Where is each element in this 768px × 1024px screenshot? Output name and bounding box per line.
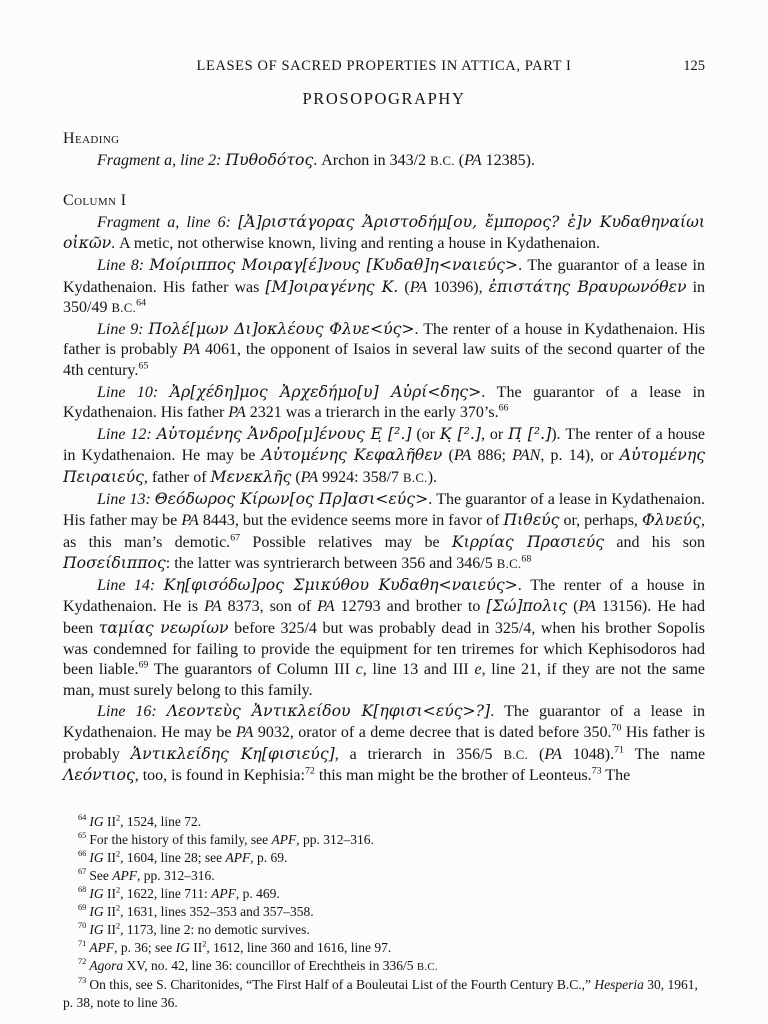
text-run: PA bbox=[182, 341, 201, 359]
text-run: , as this man’s demotic. bbox=[63, 512, 705, 551]
text-run: [Σώ]πολις bbox=[486, 596, 568, 616]
text-run: B.C. bbox=[496, 557, 522, 572]
text-run: . The renter of a house in Kydathenaion. His father is probably bbox=[63, 320, 705, 359]
text-run: in 350/49 bbox=[63, 278, 706, 317]
text-run bbox=[155, 577, 163, 594]
text-run bbox=[157, 703, 167, 720]
text-run: PA bbox=[300, 468, 319, 486]
text-run: [Μ]οιραγένης Κ. bbox=[265, 276, 399, 296]
text-run: B.C. bbox=[111, 301, 137, 316]
paragraph bbox=[63, 424, 705, 489]
text-run: Αὐτομένης Πειραιεύς bbox=[63, 445, 706, 486]
text-run: Ἀντικλείδης Κη[φισιεύς] bbox=[130, 743, 335, 763]
footnote bbox=[63, 957, 705, 976]
text-run: B.C. bbox=[416, 960, 438, 973]
text-run: 65 bbox=[138, 360, 149, 372]
text-run: ( bbox=[454, 151, 465, 169]
text-run: , too, is found in Kephisia: bbox=[134, 767, 305, 785]
text-run: 71 bbox=[614, 744, 624, 756]
text-run: ταμίας νεωρίων bbox=[98, 618, 229, 638]
text-run: 1048). bbox=[561, 745, 615, 763]
text-run: Κ̣ [².] bbox=[439, 423, 482, 443]
page-number: 125 bbox=[683, 58, 705, 74]
text-run: Line 14: bbox=[97, 576, 156, 594]
text-run: , line 21, if they are not the same man, must surely belong to this family. bbox=[63, 661, 706, 699]
text-run: . Archon in 343/2 bbox=[313, 151, 431, 169]
text-run: [Ἀ]ριστάγορας Ἀριστοδήμ[ου, ἔμπορος? ἐ]ν Κυδαθηναίωι οἰκῶν bbox=[63, 211, 706, 253]
text-run: 2 bbox=[115, 903, 121, 913]
text-run: PA bbox=[181, 512, 199, 530]
text-run: PAN bbox=[512, 447, 541, 465]
text-run: II bbox=[103, 921, 116, 937]
text-run: Line 9: bbox=[97, 320, 144, 338]
footnote bbox=[63, 921, 705, 939]
text-run: 67 bbox=[230, 532, 241, 544]
text-run: before 325/4 but was probably dead in 325/4, when his brother Sopolis was condemned for failing to provide the equipment for ten triremes for which Kephisodoros had been liable. bbox=[63, 620, 706, 679]
text-run: Θεόδωρος Κίρων[ος Πρ]ασι<εύς> bbox=[154, 488, 429, 508]
text-run: 10396), bbox=[427, 278, 489, 296]
footnote bbox=[63, 849, 705, 867]
text-run: 64 bbox=[136, 297, 147, 309]
footnote-number: 69 bbox=[78, 903, 87, 913]
text-run: : the latter was syntrierarch between 356 and 346/5 bbox=[165, 555, 497, 573]
text-run: 66 bbox=[498, 402, 509, 414]
text-run: 8373, son of bbox=[221, 598, 318, 616]
text-run: II bbox=[103, 903, 116, 919]
text-run: , pp. 312–316. bbox=[296, 831, 374, 847]
text-run: 73 bbox=[591, 765, 602, 777]
footnote bbox=[63, 885, 705, 903]
text-run: APF bbox=[225, 849, 251, 865]
text-run: 30, 1961, p. 38, note to line 36. bbox=[63, 976, 698, 1010]
paragraph bbox=[63, 212, 705, 255]
text-run: ( bbox=[567, 598, 579, 616]
text-run: . The guarantor of a lease in Kydathenaion. His father bbox=[63, 383, 706, 422]
text-run: APF bbox=[89, 939, 115, 955]
text-run: , 1622, line 711: bbox=[120, 885, 212, 901]
text-run: Line 13: bbox=[97, 490, 151, 508]
text-run: PA bbox=[544, 745, 562, 763]
footnote-number: 65 bbox=[78, 831, 87, 841]
footnote-number: 64 bbox=[78, 813, 87, 823]
text-run: , 1173, line 2: no demotic survives. bbox=[120, 921, 310, 937]
text-run: On this, see S. Charitonides, “The First Half of a Bouleutai List of the Fourth Century B.C.,” bbox=[89, 976, 595, 992]
text-run: His father is probably bbox=[63, 724, 705, 763]
text-run: , line 13 and III bbox=[362, 661, 475, 679]
text-run: ( bbox=[442, 447, 454, 465]
text-run: , p. 36; see bbox=[114, 939, 176, 955]
text-run: Ποσείδιππος bbox=[63, 553, 166, 573]
text-run: ( bbox=[398, 278, 410, 296]
text-run: 13156). He had been bbox=[63, 598, 706, 638]
text-run: , a trierarch in 356/5 bbox=[334, 745, 504, 763]
footnote-number: 71 bbox=[78, 939, 87, 949]
text-run: B.C. bbox=[430, 153, 455, 168]
text-run: Possible relatives may be bbox=[240, 533, 452, 551]
paragraph bbox=[63, 575, 705, 702]
text-run: 2 bbox=[202, 939, 207, 949]
text-run: 2 bbox=[115, 921, 121, 931]
footnote bbox=[63, 813, 705, 831]
text-run: The bbox=[601, 767, 631, 785]
text-run: PA bbox=[235, 724, 254, 742]
footnote-number: 73 bbox=[78, 976, 87, 986]
text-run: Κη[φισόδω]ρος Σμικύθου Κυδαθη<ναιεύς> bbox=[163, 574, 518, 594]
text-run: (or bbox=[411, 425, 440, 443]
text-run: 2 bbox=[115, 885, 121, 895]
text-run: , father of bbox=[143, 468, 211, 486]
text-run: APF bbox=[211, 885, 236, 901]
paragraph bbox=[63, 382, 705, 424]
text-run: Line 10: bbox=[97, 383, 159, 401]
running-title: LEASES OF SACRED PROPERTIES IN ATTICA, PART I bbox=[196, 58, 572, 74]
text-run: IG bbox=[89, 849, 104, 865]
text-run: For the history of this family, see bbox=[89, 831, 272, 847]
text-run: , p. 14), or bbox=[540, 447, 620, 465]
text-run: , 1612, line 360 and 1616, line 97. bbox=[206, 939, 392, 955]
text-run: Hesperia bbox=[594, 976, 644, 992]
text-run: 2 bbox=[115, 849, 121, 859]
text-run: . The guarantor of a lease in Kydathenaion. His father may be bbox=[63, 490, 706, 530]
text-run: IG bbox=[89, 885, 104, 901]
text-run: 2 bbox=[115, 813, 121, 823]
text-run: IG bbox=[89, 813, 104, 829]
section-heading: Heading bbox=[63, 130, 120, 147]
text-run: or, perhaps, bbox=[559, 512, 642, 530]
text-run: II bbox=[103, 813, 116, 829]
text-run: ). The renter of a house in Kydathenaion. He may be bbox=[63, 425, 705, 465]
text-run: , 1631, lines 352–353 and 357–358. bbox=[120, 903, 314, 919]
text-run: Κιρρίας Πρασιεύς bbox=[451, 531, 605, 551]
text-run: PA bbox=[204, 598, 222, 616]
text-run: ). bbox=[427, 468, 438, 486]
text-run: Ἀρ[χέδη]μος Ἀρχεδήμο[υ] Αὐρί<δης> bbox=[169, 381, 482, 401]
text-run: 4061, the opponent of Isaios in several law suits of the second quarter of the 4th century. bbox=[63, 341, 705, 379]
text-run: Αὐτομένης Κεφαλῆθεν bbox=[261, 445, 443, 465]
text-run: 12385). bbox=[481, 151, 535, 169]
text-run: 12793 and brother to bbox=[334, 598, 487, 616]
text-run: PA bbox=[464, 151, 482, 169]
running-header bbox=[63, 58, 705, 74]
paragraph bbox=[63, 489, 705, 575]
text-run: Agora bbox=[89, 957, 124, 973]
text-run: 9924: 358/7 bbox=[318, 468, 404, 486]
text-run: PA bbox=[228, 404, 246, 422]
text-run: II bbox=[103, 885, 116, 901]
text-run: IG bbox=[89, 903, 104, 919]
text-run: Λεόντιος bbox=[63, 765, 135, 785]
text-run: . The renter of a house in Kydathenaion. He is bbox=[63, 576, 705, 616]
footnote bbox=[63, 867, 705, 885]
section-heading: Column I bbox=[63, 192, 127, 210]
text-run: Φλυεύς bbox=[641, 510, 701, 530]
text-run: B.C. bbox=[403, 470, 428, 485]
text-run: 2321 was a trierarch in the early 370’s. bbox=[245, 404, 499, 422]
text-run: . The guarantor of a lease in Kydathenaion. He may be bbox=[63, 703, 706, 742]
footnotes bbox=[63, 813, 705, 1012]
text-run: B.C. bbox=[503, 747, 529, 762]
text-run: Line 8: bbox=[97, 256, 145, 274]
footnote-number: 72 bbox=[78, 957, 87, 967]
main-text bbox=[63, 129, 705, 787]
text-run: 9032, orator of a deme decree that is dated before 350. bbox=[253, 724, 612, 742]
text-run: The name bbox=[624, 745, 706, 763]
text-run: this man might be the brother of Leonteus. bbox=[314, 767, 592, 785]
text-run: II bbox=[189, 939, 203, 955]
footnote-number: 68 bbox=[78, 885, 87, 895]
text-run: Fragment a, line 2: bbox=[97, 151, 222, 169]
footnote-number: 66 bbox=[78, 849, 87, 859]
text-run: XV, no. 42, line 36: councillor of Erechtheis in 336/5 bbox=[123, 957, 417, 973]
text-run bbox=[158, 384, 169, 401]
text-run: APF bbox=[271, 831, 297, 847]
text-run: ἐπιστάτης Βραυρωνόθεν bbox=[488, 276, 687, 296]
text-run: IG bbox=[175, 939, 190, 955]
footnote bbox=[63, 939, 705, 957]
text-run: . The guarantor of a lease in Kydathenaion. His father was bbox=[63, 256, 706, 296]
text-run: PA bbox=[409, 278, 428, 296]
page-title: PROSOPOGRAPHY bbox=[302, 89, 466, 108]
text-run: , p. 69. bbox=[250, 849, 288, 865]
text-run: Line 16: bbox=[97, 703, 157, 721]
footnote bbox=[63, 976, 705, 1012]
footnote-number: 67 bbox=[78, 867, 87, 877]
text-run: and his son bbox=[604, 533, 706, 551]
footnote bbox=[63, 903, 705, 921]
text-run: Μενεκλῆς bbox=[210, 466, 292, 486]
text-run: ( bbox=[528, 745, 545, 763]
paragraph bbox=[63, 255, 705, 319]
paragraph bbox=[63, 701, 705, 786]
text-run: ( bbox=[291, 468, 301, 486]
text-run: Line 12: bbox=[97, 425, 152, 443]
text-run: PA bbox=[453, 447, 472, 465]
text-run: 69 bbox=[138, 659, 149, 671]
text-run: , 1524, line 72. bbox=[120, 813, 202, 829]
text-run: Λεοντεὺς Ἀντικλείδου Κ[ηφισι<εύς>?] bbox=[166, 701, 491, 721]
text-run: e bbox=[474, 661, 482, 679]
text-run: Πιθεύς bbox=[503, 510, 560, 530]
text-run: Fragment a, line 6: bbox=[97, 213, 231, 231]
text-run: See bbox=[89, 867, 113, 883]
text-run: Πολέ[μων Δι]οκλέους Φλυε<ύς> bbox=[148, 318, 415, 338]
text-run: PA bbox=[578, 598, 596, 616]
paragraph bbox=[63, 319, 705, 382]
text-run: Πυθοδότος bbox=[225, 149, 314, 169]
text-run: PA bbox=[317, 598, 335, 616]
footnote-number: 70 bbox=[78, 921, 87, 931]
text-run: Αὐτομένης Ἀνδρο[μ]ένους Ε̣ [².] bbox=[156, 423, 412, 443]
text-run: IG bbox=[89, 921, 104, 937]
text-run: 70 bbox=[611, 722, 622, 734]
paragraph bbox=[63, 150, 705, 172]
text-run: 72 bbox=[304, 765, 315, 777]
text-run: , p. 469. bbox=[235, 885, 280, 901]
text-run: 8443, but the evidence seems more in favor of bbox=[198, 512, 504, 530]
text-run: II bbox=[103, 849, 116, 865]
text-run: , 1604, line 28; see bbox=[120, 849, 226, 865]
text-run: c bbox=[355, 661, 363, 679]
text-run: , pp. 312–316. bbox=[136, 867, 215, 883]
text-run: Π̣ [².] bbox=[508, 423, 552, 443]
text-run: The guarantors of Column III bbox=[148, 661, 356, 679]
text-run: , or bbox=[481, 425, 509, 443]
footnote bbox=[63, 831, 705, 849]
text-run: Μοίριππος Μοιραγ[έ]νους [Κυδαθ]η<ναιεύς> bbox=[149, 254, 519, 274]
text-run: APF bbox=[112, 867, 137, 883]
text-run: 68 bbox=[521, 553, 532, 565]
text-run: . A metic, not otherwise known, living and renting a house in Kydathenaion. bbox=[111, 235, 600, 253]
text-run: 886; bbox=[471, 447, 513, 465]
